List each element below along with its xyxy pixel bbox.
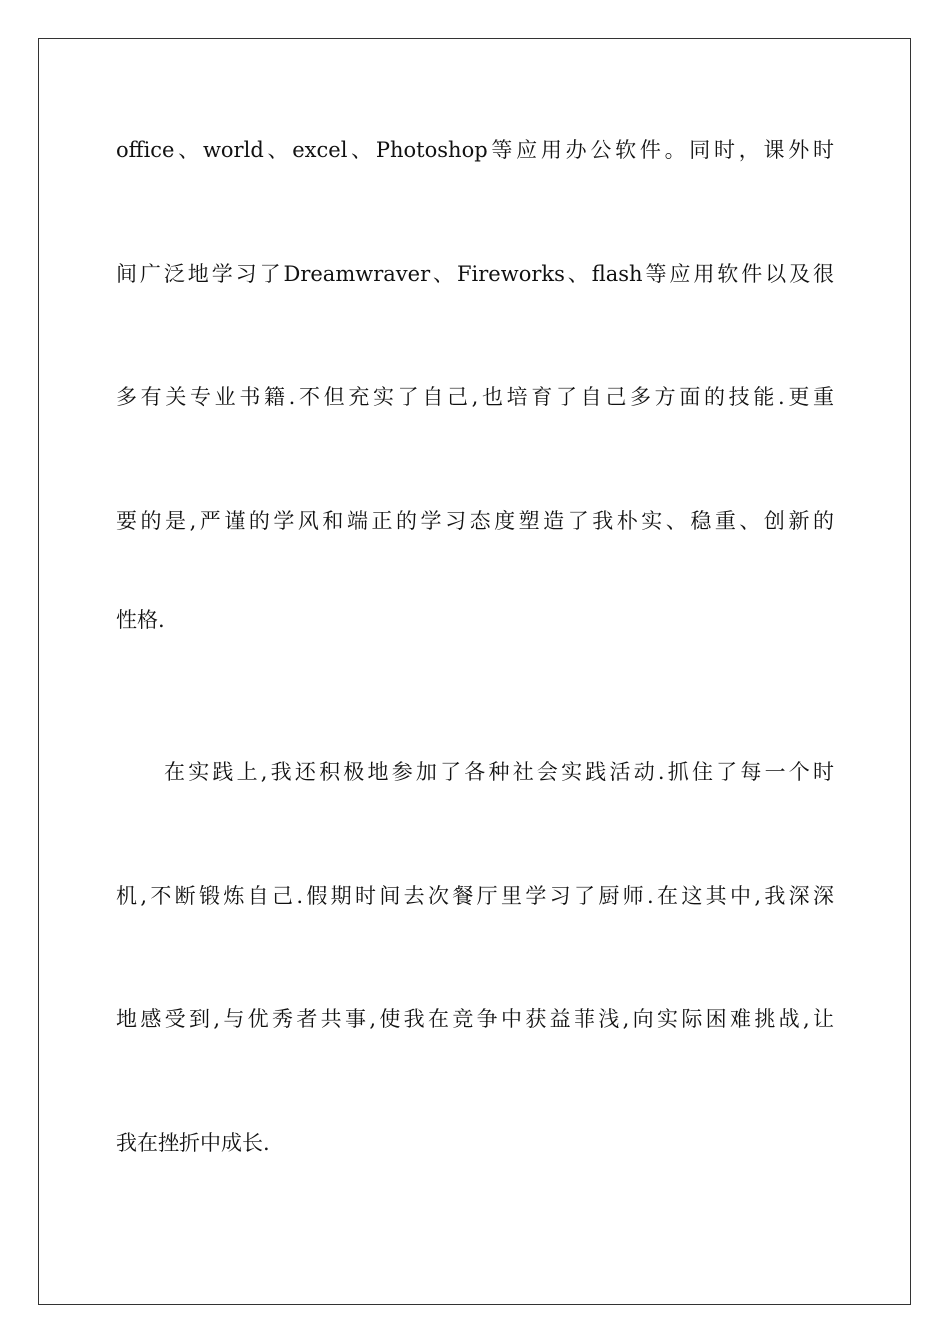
paragraph-line: 我在挫折中成长. — [116, 1131, 270, 1155]
paragraph-line: 多有关专业书籍.不但充实了自己,也培育了自己多方面的技能.更重 — [116, 385, 834, 409]
paragraph-line: 间广泛地学习了Dreamwraver、Fireworks、flash等应用软件以及很 — [116, 262, 834, 286]
paragraph-line: 性格. — [116, 608, 165, 632]
page-frame — [38, 38, 911, 1305]
paragraph-line: 地感受到,与优秀者共事,使我在竞争中获益菲浅,向实际困难挑战,让 — [116, 1007, 834, 1031]
paragraph-line: 在实践上,我还积极地参加了各种社会实践活动.抓住了每一个时 — [164, 760, 834, 784]
paragraph-line: 要的是,严谨的学风和端正的学习态度塑造了我朴实、稳重、创新的 — [116, 509, 834, 533]
paragraph-line: office、world、excel、Photoshop等应用办公软件。同时，课外时 — [116, 138, 834, 162]
paragraph-line: 机,不断锻炼自己.假期时间去次餐厅里学习了厨师.在这其中,我深深 — [116, 884, 834, 908]
